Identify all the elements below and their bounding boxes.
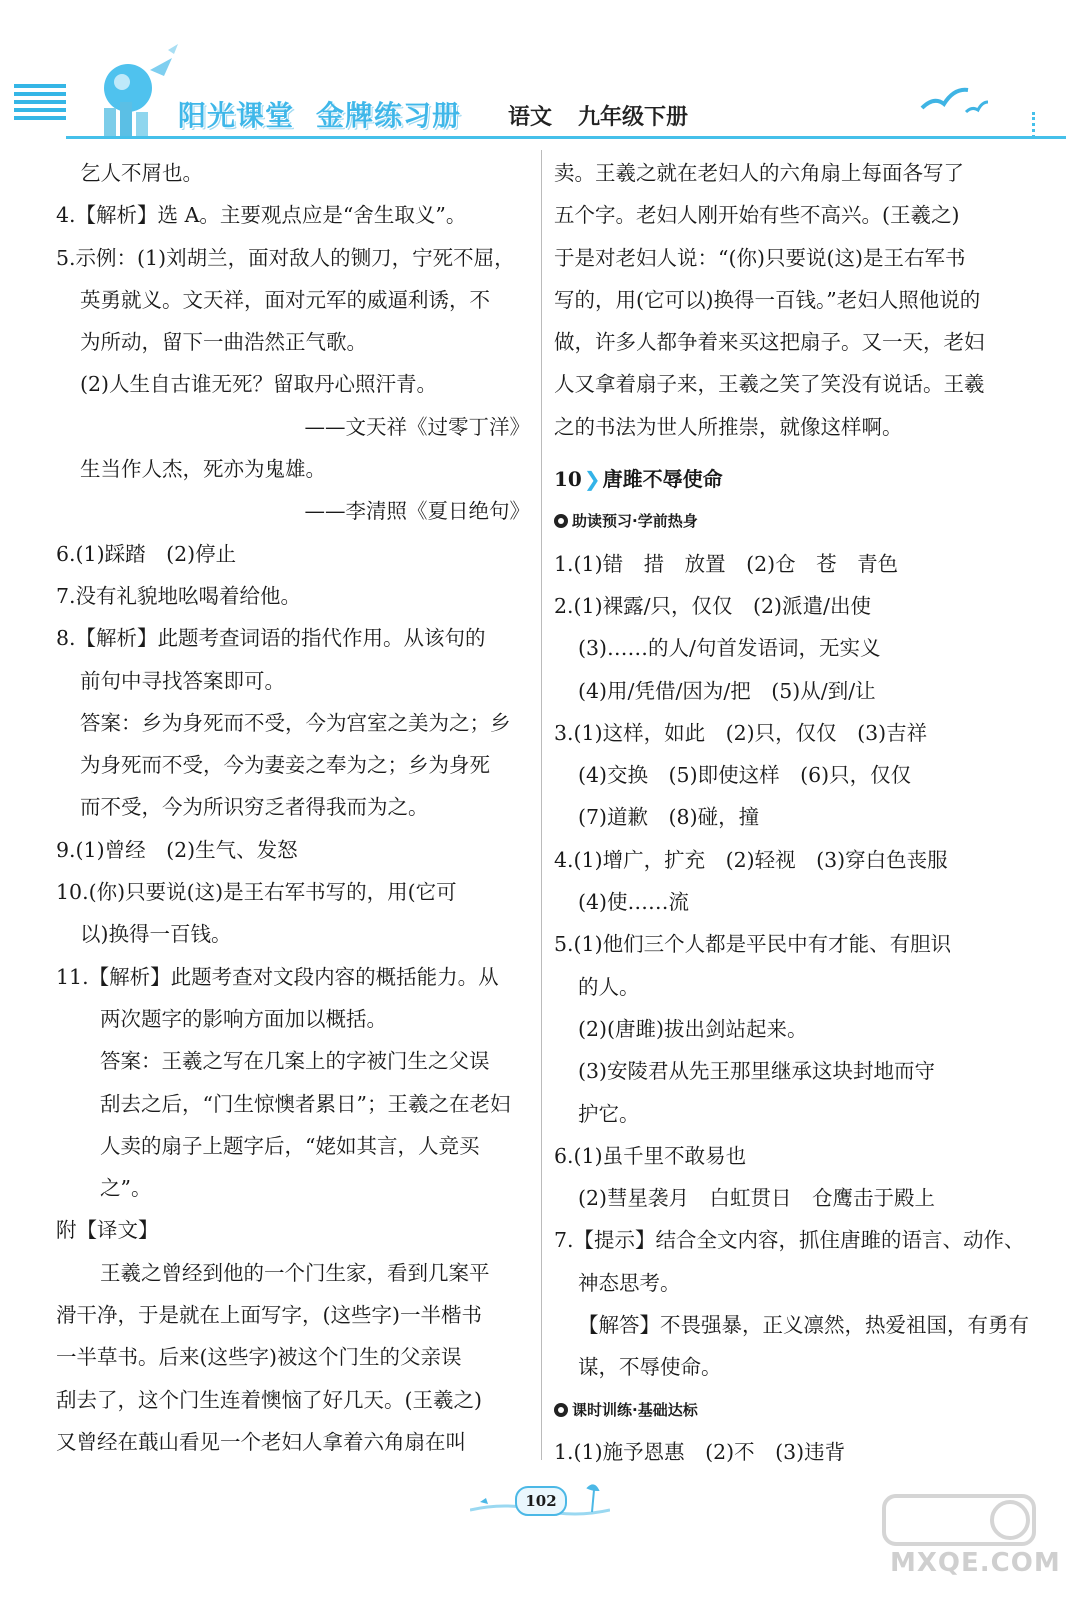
text-line: 乞人不屑也。 — [80, 161, 203, 185]
section-title — [554, 500, 1029, 542]
text-line: 刮去之后，“门生惊懊者累日”；王羲之在老妇 — [100, 1091, 511, 1116]
text-line: 附【译文】 — [56, 1218, 159, 1243]
lesson-title: 唐雎不辱使命 — [602, 467, 723, 492]
globe-logo-icon — [80, 40, 180, 140]
text-line: ——文天祥《过零丁洋》 — [304, 414, 530, 439]
text-line: 11.【解析】此题考查对文段内容的概括能力。从 — [56, 964, 499, 989]
grade-label: 九年级下册 — [578, 105, 689, 130]
text-line: 英勇就义。文天祥，面对元军的威逼利诱，不 — [80, 287, 490, 312]
text-line: 前句中寻找答案即可。 — [80, 668, 285, 693]
text-line: 谋，不辱使命。 — [578, 1355, 722, 1380]
text-line: 1.(1)施予恩惠 (2)不 (3)违背 — [554, 1439, 846, 1464]
subject-label: 语文 — [508, 105, 553, 130]
book-subject — [508, 100, 714, 131]
text-line: 两次题字的影响方面加以概括。 — [100, 1006, 387, 1031]
text-line: 答案：乡为身死而不受，今为宫室之美为之；乡 — [80, 710, 511, 735]
text-line: 做，许多人都争着来买这把扇子。又一天，老妇 — [554, 330, 985, 355]
text-line: 刮去了，这个门生连着懊恼了好几天。(王羲之) — [56, 1387, 482, 1412]
section-title-text: 助读预习·学前热身 — [572, 512, 698, 531]
text-line: 5.示例：(1)刘胡兰，面对敌人的铡刀，宁死不屈， — [56, 245, 515, 270]
page-number: 102 — [515, 1486, 567, 1516]
text-line: 人卖的扇子上题字后，“姥如其言，人竞买 — [100, 1133, 480, 1158]
text-line: 写的，用(它可以)换得一百钱。”老妇人照他说的 — [554, 287, 981, 312]
header-dots — [1032, 112, 1045, 138]
series-title — [178, 94, 483, 134]
text-line: (4)用/凭借/因为/把 (5)从/到/让 — [578, 678, 876, 703]
text-line: 4.【解析】选 A。主要观点应是“舍生取义”。 — [56, 203, 467, 228]
watermark-url: MXQE.COM — [890, 1548, 1061, 1578]
section-title — [554, 1389, 1029, 1431]
right-column — [554, 152, 1029, 1473]
text-line: 5.(1)他们三个人都是平民中有才能、有胆识 — [554, 932, 952, 957]
text-line: 3.(1)这样，如此 (2)只，仅仅 (3)吉祥 — [554, 720, 928, 745]
lesson-heading — [554, 458, 1029, 500]
text-line: (2)(唐雎)拔出剑站起来。 — [578, 1016, 808, 1041]
text-line: 【解答】不畏强暴，正义凛然，热爱祖国，有勇有 — [578, 1313, 1029, 1338]
text-line: (2)彗星袭月 白虹贯日 仓鹰击于殿上 — [578, 1186, 936, 1211]
text-line: 6.(1)虽千里不敢易也 — [554, 1143, 747, 1168]
left-column — [56, 152, 530, 1463]
text-line: 而不受，今为所识穷乏者得我而为之。 — [80, 795, 429, 820]
text-line: (3)安陵君从先王那里继承这块封地而守 — [578, 1059, 936, 1084]
text-line: (2)人生自古谁无死？留取丹心照汗青。 — [80, 372, 438, 397]
column-divider — [541, 150, 542, 1460]
text-line: 6.(1)踩踏 (2)停止 — [56, 541, 237, 566]
text-line: 之”。 — [100, 1176, 152, 1201]
text-line: 10.(你)只要说(这)是王右军书写的，用(它可 — [56, 880, 457, 905]
watermark-logo-icon — [880, 1490, 1040, 1550]
section-bullet-icon — [554, 514, 568, 528]
text-line: (3)……的人/句首发语词，无实义 — [578, 636, 881, 661]
text-line: (4)交换 (5)即使这样 (6)只，仅仅 — [578, 763, 912, 788]
text-line: 滑干净，于是就在上面写字，(这些字)一半楷书 — [56, 1303, 482, 1328]
text-line: 五个字。老妇人刚开始有些不高兴。(王羲之) — [554, 203, 960, 228]
text-line: 以)换得一百钱。 — [80, 922, 232, 947]
text-line: 之的书法为世人所推崇，就像这样啊。 — [554, 414, 903, 439]
text-line: 为身死而不受，今为妻妾之奉为之；乡为身死 — [80, 753, 490, 778]
text-line: ——李清照《夏日绝句》 — [304, 499, 530, 524]
text-line: 一半草书。后来(这些字)被这个门生的父亲误 — [56, 1345, 462, 1370]
birds-icon — [920, 82, 990, 122]
text-line: 护它。 — [578, 1101, 640, 1126]
text-line: 卖。王羲之就在老妇人的六角扇上每面各写了 — [554, 161, 964, 185]
series-title-main: 阳光课堂 — [178, 99, 295, 132]
text-line: 王羲之曾经到他的一个门生家，看到几案平 — [100, 1260, 490, 1285]
header-stripes — [14, 84, 66, 132]
text-line: 8.【解析】此题考查词语的指代作用。从该句的 — [56, 626, 486, 651]
text-line: (7)道歉 (8)碰，撞 — [578, 805, 760, 830]
watermark — [880, 1490, 1061, 1590]
text-line: 又曾经在蕺山看见一个老妇人拿着六角扇在叫 — [56, 1429, 466, 1454]
text-line: 1.(1)错 措 放置 (2)仓 苍 青色 — [554, 551, 899, 576]
section-title-text: 课时训练·基础达标 — [572, 1400, 698, 1419]
text-line: 7.【提示】结合全文内容，抓住唐雎的语言、动作、 — [554, 1228, 1025, 1253]
text-line: 为所动，留下一曲浩然正气歌。 — [80, 330, 367, 355]
chevron-right-icon: ❯ — [583, 467, 601, 492]
text-line: 4.(1)增广，扩充 (2)轻视 (3)穿白色丧服 — [554, 847, 948, 872]
text-line: 答案：王羲之写在几案上的字被门生之父误 — [100, 1049, 490, 1074]
text-line: 9.(1)曾经 (2)生气、发怒 — [56, 837, 298, 862]
text-line: 的人。 — [578, 974, 640, 999]
text-line: 于是对老妇人说：“(你)只要说(这)是王右军书 — [554, 245, 966, 270]
text-line: 神态思考。 — [578, 1270, 681, 1295]
series-title-sub: 金牌练习册 — [316, 99, 462, 132]
lesson-number: 10 — [554, 467, 582, 492]
text-line: (4)使……流 — [578, 890, 690, 915]
section-bullet-icon — [554, 1403, 568, 1417]
text-line: 7.没有礼貌地吆喝着给他。 — [56, 583, 302, 608]
page-header — [0, 0, 1071, 150]
text-line: 人又拿着扇子来，王羲之笑了笑没有说话。王羲 — [554, 372, 985, 397]
text-line: 2.(1)裸露/只，仅仅 (2)派遣/出使 — [554, 593, 871, 618]
spacer — [554, 448, 1029, 458]
text-line: 生当作人杰，死亦为鬼雄。 — [80, 457, 326, 482]
